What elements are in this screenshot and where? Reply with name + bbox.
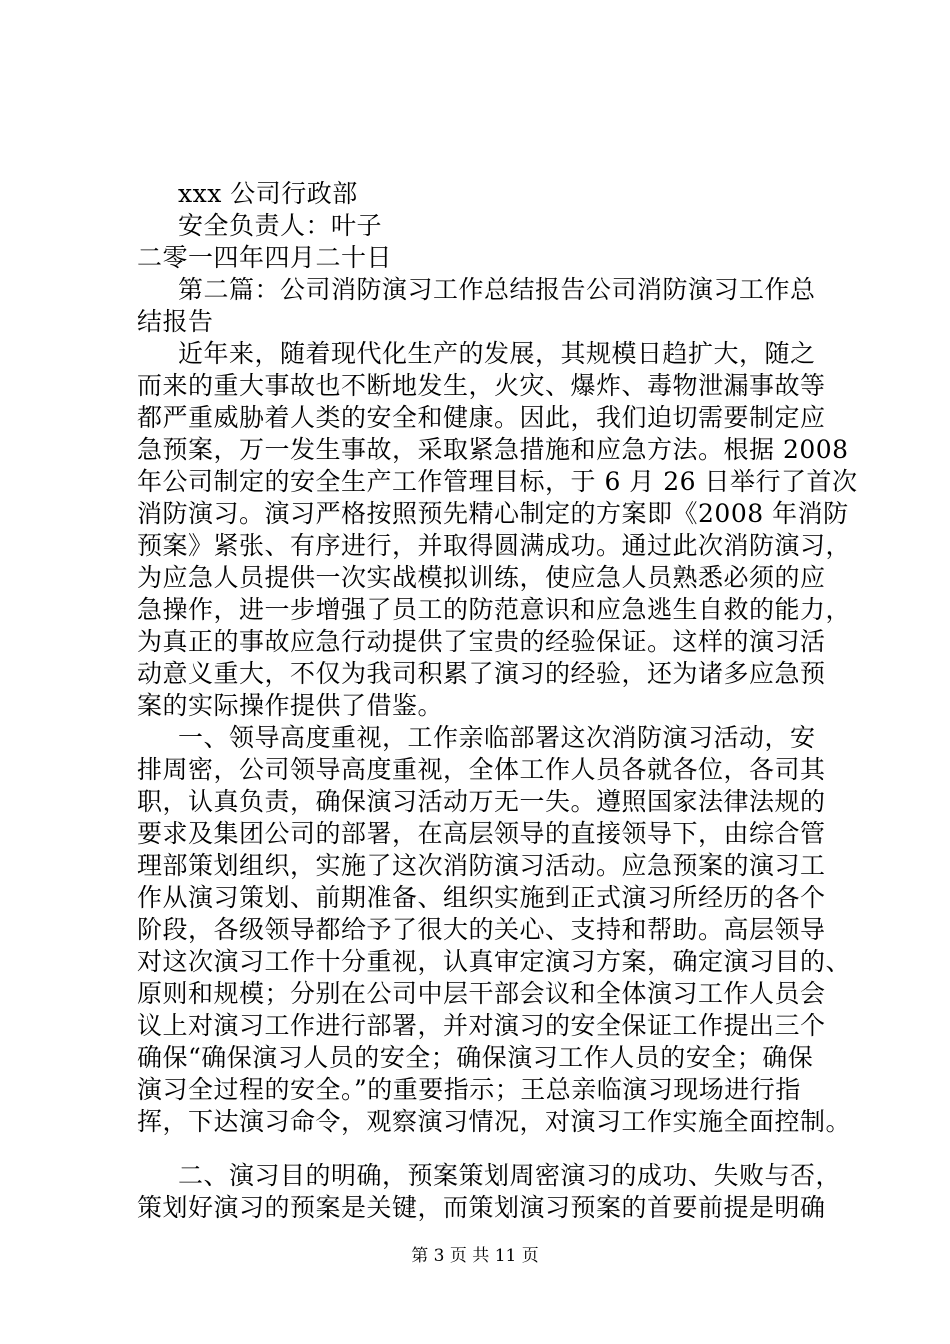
body-line: 职，认真负责，确保演习活动万无一失。遵照国家法律法规的 [137, 787, 826, 816]
body-line: 为真正的事故应急行动提供了宝贵的经验保证。这样的演习活 [137, 627, 826, 656]
body-line: 理部策划组织，实施了这次消防演习活动。应急预案的演习工 [137, 851, 826, 880]
body-line: 动意义重大，不仅为我司积累了演习的经验，还为诸多应急预 [137, 659, 826, 688]
body-line: 演习全过程的安全。”的重要指示；王总亲临演习现场进行指 [137, 1075, 801, 1104]
body-line: 为应急人员提供一次实战模拟训练，使应急人员熟悉必须的应 [137, 563, 826, 592]
header-line-org: xxx 公司行政部 [178, 179, 358, 208]
body-line: 议上对演习工作进行部署，并对演习的安全保证工作提出三个 [137, 1011, 826, 1040]
body-line: 一、领导高度重视，工作亲临部署这次消防演习活动，安 [178, 723, 816, 752]
body-line: 阶段，各级领导都给予了很大的关心、支持和帮助。高层领导 [137, 915, 826, 944]
body-line: 排周密，公司领导高度重视，全体工作人员各就各位，各司其 [137, 755, 826, 784]
body-line: 都严重威胁着人类的安全和健康。因此，我们迫切需要制定应 [137, 403, 826, 432]
body-line: 挥，下达演习命令，观察演习情况，对演习工作实施全面控制。 [137, 1107, 852, 1136]
body-line: 策划好演习的预案是关键，而策划演习预案的首要前提是明确 [137, 1193, 826, 1222]
body-line: 近年来，随着现代化生产的发展，其规模日趋扩大，随之 [178, 339, 816, 368]
body-line: 急预案，万一发生事故，采取紧急措施和应急方法。根据 2008 [137, 435, 849, 464]
header-line-responsible: 安全负责人：叶子 [178, 211, 383, 240]
body-line: 案的实际操作提供了借鉴。 [137, 691, 444, 720]
body-line: 确保“确保演习人员的安全；确保演习工作人员的安全；确保 [137, 1043, 814, 1072]
body-line: 年公司制定的安全生产工作管理目标，于 6 月 26 日举行了首次 [137, 467, 858, 496]
section-title-line: 结报告 [137, 307, 214, 336]
page-number-footer: 第 3 页 共 11 页 [411, 1246, 539, 1266]
body-line: 对这次演习工作十分重视，认真审定演习方案，确定演习目的、 [137, 947, 852, 976]
body-line: 而来的重大事故也不断地发生，火灾、爆炸、毒物泄漏事故等 [137, 371, 826, 400]
body-line: 原则和规模；分别在公司中层干部会议和全体演习工作人员会 [137, 979, 826, 1008]
body-line: 急操作，进一步增强了员工的防范意识和应急逃生自救的能力， [137, 595, 852, 624]
body-line: 二、演习目的明确，预案策划周密演习的成功、失败与否， [178, 1161, 842, 1190]
body-line: 预案》紧张、有序进行，并取得圆满成功。通过此次消防演习， [137, 531, 852, 560]
body-line: 作从演习策划、前期准备、组织实施到正式演习所经历的各个 [137, 883, 826, 912]
body-line: 要求及集团公司的部署，在高层领导的直接领导下，由综合管 [137, 819, 826, 848]
header-line-date: 二零一四年四月二十日 [137, 243, 393, 272]
body-line: 消防演习。演习严格按照预先精心制定的方案即《2008 年消防 [137, 499, 849, 528]
section-title-line: 第二篇：公司消防演习工作总结报告公司消防演习工作总 [178, 275, 816, 304]
